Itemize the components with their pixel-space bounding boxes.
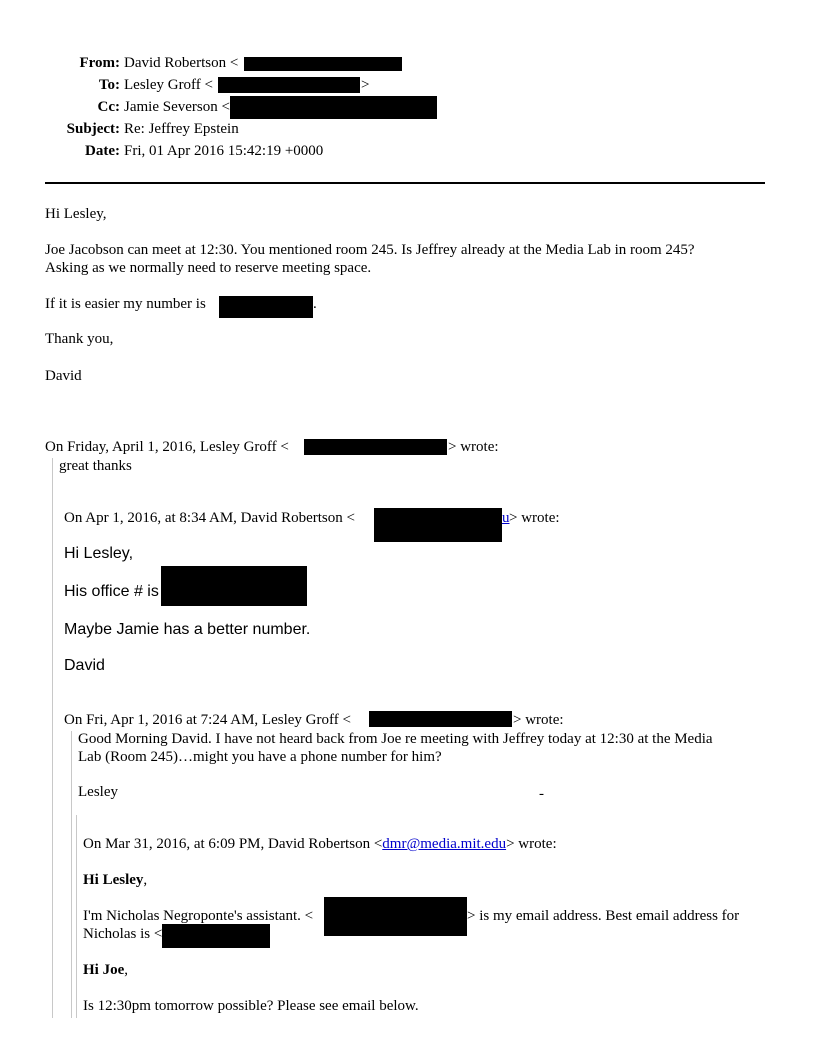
quote-bar	[71, 731, 72, 1018]
quote-text: Maybe Jamie has a better number.	[64, 621, 311, 638]
redaction-to-email	[218, 77, 360, 93]
quote-text: Good Morning David. I have not heard back from Joe re meeting with Jeffrey today at 12:30 at the Media	[78, 731, 713, 747]
intro-text: I'm Nicholas Negroponte's assistant. <	[83, 908, 314, 924]
redaction-quote3-email	[369, 711, 512, 727]
quote-attribution-end: > wrote:	[448, 439, 499, 455]
quote-attribution-end: > wrote:	[509, 510, 560, 526]
intro-text-end: > is my email address. Best email address for	[467, 908, 740, 924]
date-value: Fri, 01 Apr 2016 15:42:19 +0000	[124, 143, 324, 159]
quote-attribution-end: > wrote:	[506, 836, 557, 852]
quote-bar	[52, 458, 53, 1018]
phone-number-end: .	[313, 296, 317, 312]
redaction-quote1-email	[304, 439, 447, 455]
quote-signature: David	[64, 657, 105, 674]
to-value: Lesley Groff <	[124, 77, 213, 93]
greeting-name: Hi Joe	[83, 962, 125, 978]
nicholas-email-text: Nicholas is <	[83, 926, 163, 942]
quote-attribution: On Apr 1, 2016, at 8:34 AM, David Robertson <	[64, 510, 355, 526]
redaction-nicholas-email	[162, 924, 270, 948]
redaction-assistant-email	[324, 897, 467, 936]
redaction-cc-email	[230, 96, 437, 119]
greeting-comma: ,	[143, 872, 148, 888]
quote-text: Lab (Room 245)…might you have a phone number for him?	[78, 749, 442, 765]
date-label: Date:	[85, 143, 120, 159]
redaction-quote2-email	[374, 508, 502, 542]
quote-attribution: On Fri, Apr 1, 2016 at 7:24 AM, Lesley Groff <	[64, 712, 351, 728]
quote-greeting	[83, 962, 128, 979]
to-close: >	[361, 77, 370, 93]
redaction-from-email	[244, 57, 402, 71]
signature: David	[45, 368, 82, 384]
quote-signature: Lesley	[78, 784, 118, 800]
greeting: Hi Lesley,	[45, 206, 107, 222]
to-label: To:	[98, 77, 120, 93]
phone-number-text: If it is easier my number is	[45, 296, 206, 312]
quote-bar	[76, 815, 77, 1018]
quote-text: Is 12:30pm tomorrow possible? Please see email below.	[83, 998, 419, 1014]
cc-label: Cc:	[97, 99, 120, 115]
greeting-name: Hi Lesley	[83, 872, 144, 888]
quote-greeting: Hi Lesley,	[64, 545, 134, 562]
greeting-comma: ,	[124, 962, 128, 978]
quote-greeting	[83, 872, 147, 889]
redaction-phone	[219, 296, 313, 318]
subject-value: Re: Jeffrey Epstein	[124, 121, 239, 137]
quote-attribution-line	[83, 836, 557, 853]
paragraph-line: Joe Jacobson can meet at 12:30. You mentioned room 245. Is Jeffrey already at the Media Lab in room 245?	[45, 242, 695, 258]
subject-label: Subject:	[66, 121, 120, 137]
from-value: David Robertson <	[124, 55, 239, 71]
paragraph-line: Asking as we normally need to reserve meeting space.	[45, 260, 372, 276]
redaction-office-number	[161, 566, 307, 606]
from-label: From:	[79, 55, 120, 71]
quote-attribution-end: > wrote:	[513, 712, 564, 728]
quote-text: great thanks	[59, 458, 132, 474]
office-number-text: His office # is	[64, 583, 159, 600]
cc-value: Jamie Severson <	[124, 99, 230, 115]
email-link[interactable]: dmr@media.mit.edu	[382, 836, 507, 852]
header-divider	[45, 182, 765, 184]
quote-attribution: On Friday, April 1, 2016, Lesley Groff <	[45, 439, 289, 455]
stray-dash: -	[539, 786, 544, 802]
email-link[interactable]: u	[502, 510, 510, 526]
closing: Thank you,	[45, 331, 114, 347]
quote-attribution: On Mar 31, 2016, at 6:09 PM, David Robertson <	[83, 836, 383, 852]
